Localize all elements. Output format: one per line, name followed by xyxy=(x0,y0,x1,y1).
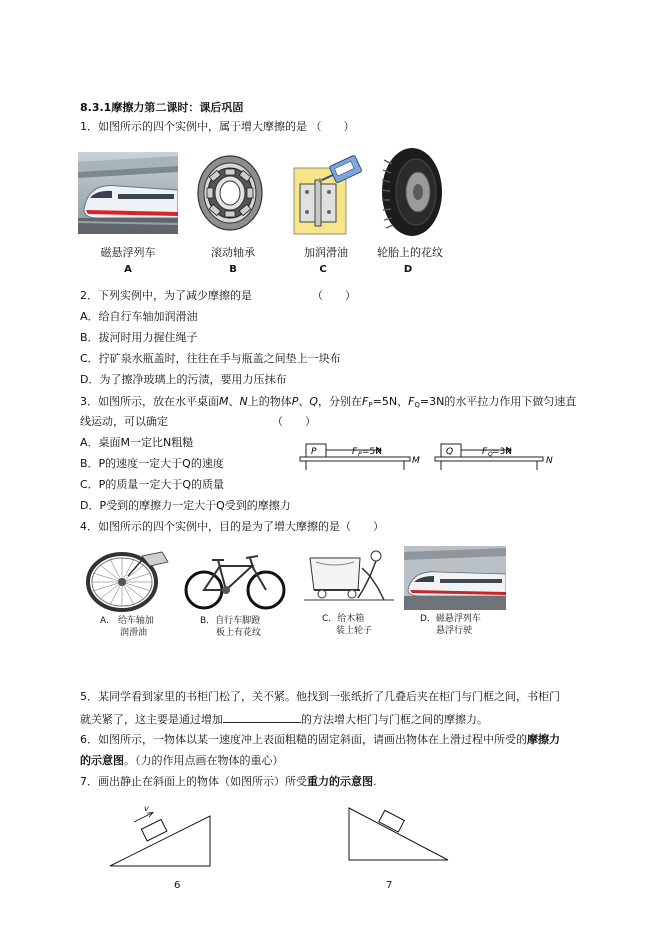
q2-option-c: C．拧矿泉水瓶盖时，往往在手与瓶盖之间垫上一块布 xyxy=(80,352,341,365)
q1-caption-a: 磁悬浮列车 xyxy=(100,246,156,259)
q5-line2: 就关紧了，这主要是通过增加 的方法增大柜门与门框之间的摩擦力。 xyxy=(80,713,488,726)
q3-force-q-letter: F xyxy=(482,447,488,457)
q6-figure-number: 6 xyxy=(174,880,181,891)
q3-stem-line1: 3．如图所示，放在水平桌面M、N上的物体P、Q，分别在$F_P=5N$、$F_Q=3N$的水平拉力作用下做匀速直 xyxy=(80,395,577,409)
q6-line2: 的示意图。（力的作用点画在物体的重心） xyxy=(80,754,284,767)
q4-bicycle-image xyxy=(182,548,290,612)
q4-caption-c: C．给木箱 装上轮子 xyxy=(322,614,373,636)
q3-force-p-sub: P xyxy=(358,451,362,458)
q3-option-a: A．桌面M一定比N粗糙 xyxy=(80,436,194,449)
q3-block-p-label: P xyxy=(311,447,317,457)
q2-option-b: B．拔河时用力握住绳子 xyxy=(80,331,198,344)
q3-table-n-label: N xyxy=(546,456,553,466)
q1-letter-a: A xyxy=(124,264,132,275)
q1-caption-c: 加润滑油 xyxy=(304,246,348,259)
q6-line1: 6．如图所示，一物体以某一速度冲上表面粗糙的固定斜面，请画出物体在上滑过程中所受的摩擦力 xyxy=(80,733,560,746)
q3-option-d: D．P受到的摩擦力一定大于Q受到的摩擦力 xyxy=(80,499,291,512)
page-title: 8.3.1摩擦力第二课时：课后巩固 xyxy=(80,101,244,114)
q1-letter-c: C xyxy=(319,264,327,275)
q1-letter-d: D xyxy=(403,264,413,275)
q3-paren: （ ） xyxy=(272,415,316,428)
q3-force-diagram xyxy=(298,440,568,478)
q6-velocity-label: v xyxy=(144,804,149,813)
q3-option-c: C．P的质量一定大于Q的质量 xyxy=(80,478,224,491)
q3-force-q-value: =3N xyxy=(492,447,512,457)
q7-stem: 7．画出静止在斜面上的物体（如图所示）所受重力的示意图. xyxy=(80,775,377,788)
q1-rolling-bearing-image xyxy=(190,150,270,236)
q4-caption-b: B．自行车脚蹬 板上有花纹 xyxy=(200,616,262,638)
q3-force-p-letter: F xyxy=(352,447,358,457)
q5-line1: 5．某同学看到家里的书柜门松了，关不紧。他找到一张纸折了几叠后夹在柜门与门框之间，书柜门 xyxy=(80,690,560,703)
q2-option-d: D．为了擦净玻璃上的污渍，要用力压抹布 xyxy=(80,373,287,386)
q3-stem-line2: 线运动，可以确定 xyxy=(80,415,168,428)
q4-caption-a: A. 给车轴加 润滑油 xyxy=(100,616,154,638)
q2-paren: （ ） xyxy=(312,289,356,302)
q1-caption-b: 滚动轴承 xyxy=(211,246,255,259)
q1-letter-b: B xyxy=(229,264,237,275)
q1-caption-d: 轮胎上的花纹 xyxy=(377,246,443,259)
q4-stem: 4．如图所示的四个实例中，目的是为了增大摩擦的是（ ） xyxy=(80,520,384,533)
q1-tire-image xyxy=(378,146,446,238)
q4-box-wheels-image xyxy=(304,546,394,604)
q7-figure-number: 7 xyxy=(386,880,393,891)
q4-maglev-image xyxy=(404,546,506,610)
q4-caption-d: D．磁悬浮列车 悬浮行驶 xyxy=(420,614,481,636)
q6-incline-diagram[interactable] xyxy=(106,800,218,870)
q2-option-a: A．给自行车轴加润滑油 xyxy=(80,310,198,323)
q3-block-q-label: Q xyxy=(446,447,454,457)
q1-oiling-hinge-image xyxy=(280,150,368,236)
q1-maglev-train-image xyxy=(78,152,178,234)
q5-answer-blank[interactable] xyxy=(223,711,301,723)
q2-stem: 2．下列实例中，为了减少摩擦的是 xyxy=(80,289,252,302)
q1-stem: 1．如图所示的四个实例中，属于增大摩擦的是 （ ） xyxy=(80,120,355,133)
q3-option-b: B．P的速度一定大于Q的速度 xyxy=(80,457,224,470)
q3-table-m-label: M xyxy=(412,456,420,466)
q3-force-p-value: =5N xyxy=(362,447,382,457)
q4-wheel-oil-image xyxy=(80,548,172,612)
q3-force-q-sub: Q xyxy=(488,451,493,458)
q7-incline-diagram[interactable] xyxy=(344,804,454,866)
